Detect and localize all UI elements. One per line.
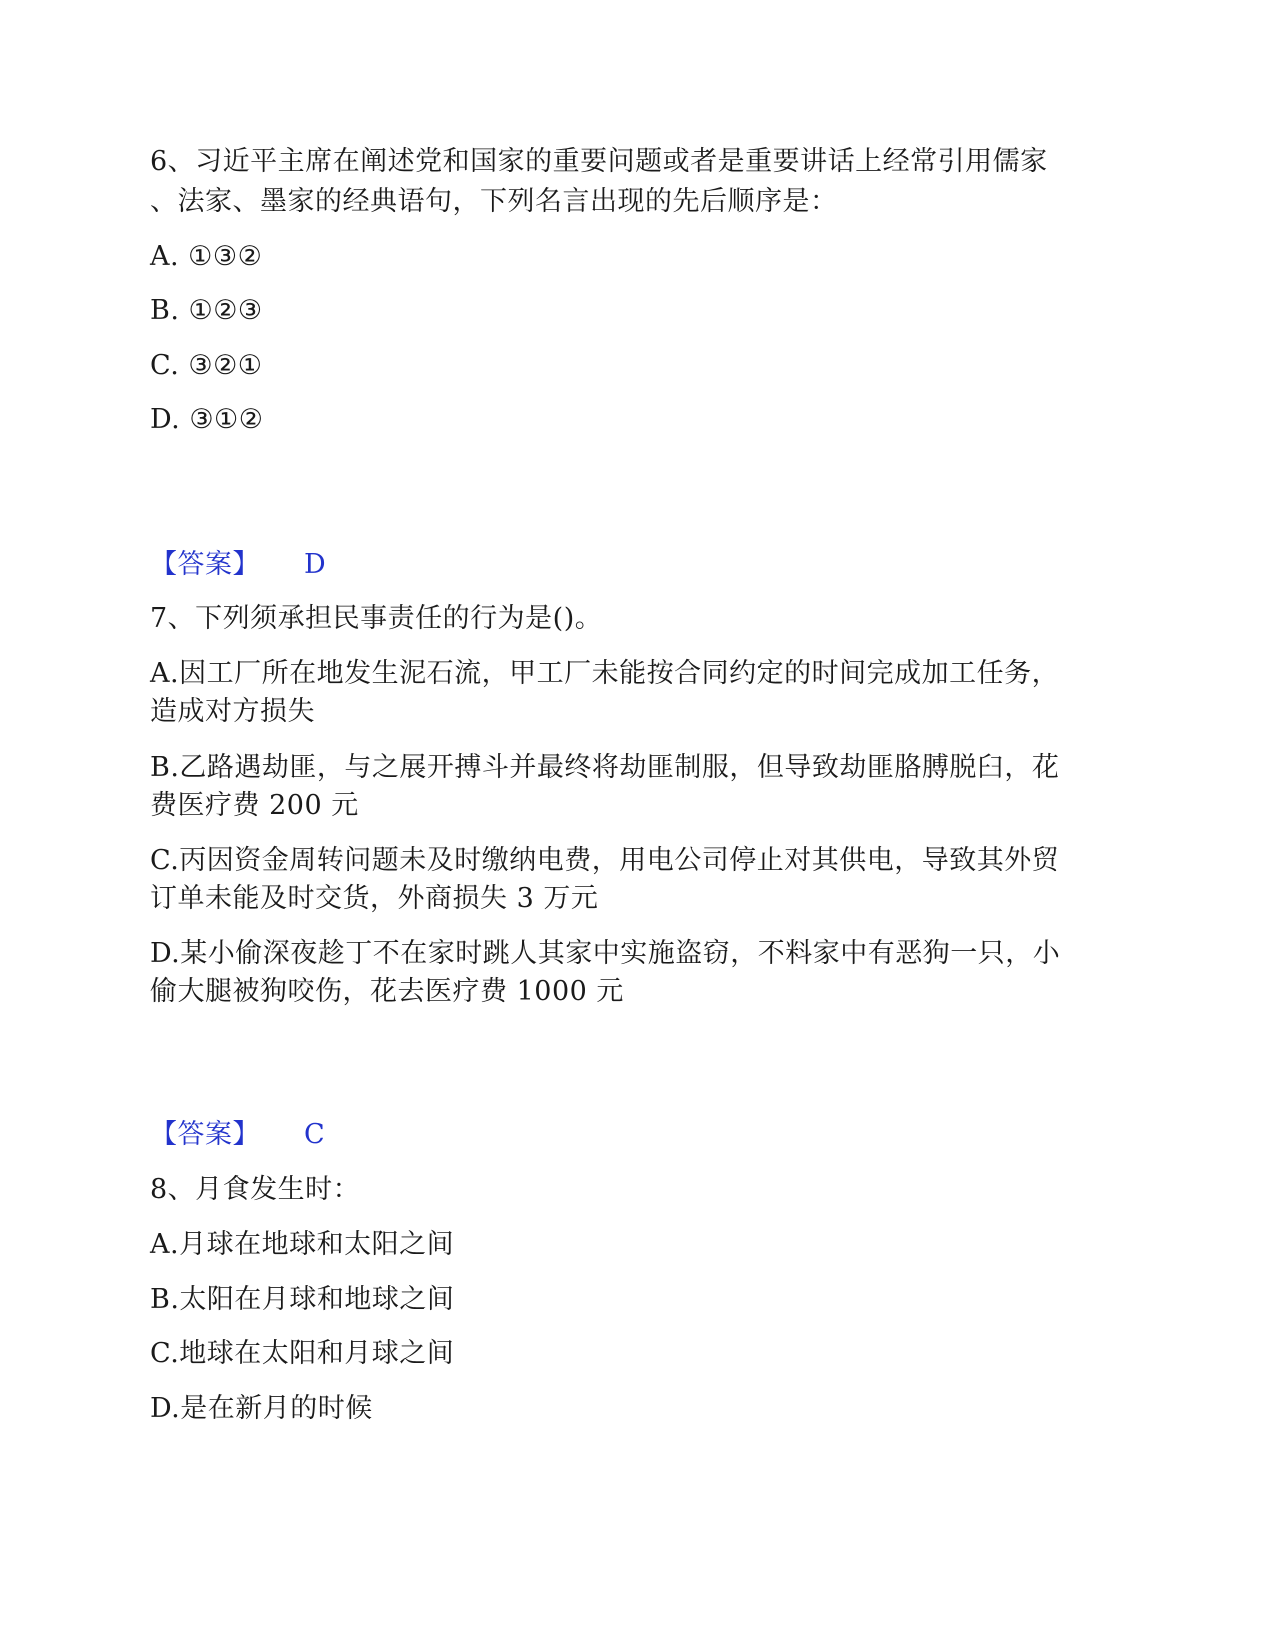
q6-option-b: B. ①②③	[150, 295, 263, 326]
q6-option-d: D. ③①②	[150, 404, 264, 435]
q8-option-a: A.月球在地球和太阳之间	[150, 1229, 455, 1260]
q6-stem-line2: 、法家、墨家的经典语句，下列名言出现的先后顺序是：	[150, 186, 838, 217]
q7-stem: 7、下列须承担民事责任的行为是()。	[150, 603, 603, 634]
q8-option-b: B.太阳在月球和地球之间	[150, 1284, 455, 1315]
q8-option-d: D.是在新月的时候	[150, 1393, 373, 1424]
q6-option-c: C. ③②①	[150, 350, 263, 381]
q7-option-a-line2: 造成对方损失	[150, 696, 315, 727]
q6-answer-tag: 【答案】	[150, 549, 260, 580]
q6-stem-line1: 6、习近平主席在阐述党和国家的重要问题或者是重要讲话上经常引用儒家	[150, 146, 1048, 177]
q8-stem: 8、月食发生时：	[150, 1174, 361, 1205]
q8-option-c: C.地球在太阳和月球之间	[150, 1338, 455, 1369]
q7-answer-tag: 【答案】	[150, 1119, 260, 1150]
q7-option-b-line1: B.乙路遇劫匪，与之展开搏斗并最终将劫匪制服，但导致劫匪胳膊脱臼，花	[150, 752, 1060, 783]
q7-option-a-line1: A.因工厂所在地发生泥石流，甲工厂未能按合同约定的时间完成加工任务，	[150, 658, 1060, 689]
q7-answer-value: C	[304, 1119, 326, 1150]
q7-option-d-line1: D.某小偷深夜趁丁不在家时跳人其家中实施盗窃，不料家中有恶狗一只，小	[150, 938, 1061, 969]
q6-answer-value: D	[304, 549, 327, 580]
q7-option-c-line1: C.丙因资金周转问题未及时缴纳电费，用电公司停止对其供电，导致其外贸	[150, 845, 1060, 876]
q7-option-d-line2: 偷大腿被狗咬伤，花去医疗费 1000 元	[150, 976, 624, 1007]
q6-answer-row	[150, 545, 326, 585]
q7-answer-row	[150, 1115, 325, 1155]
q7-option-c-line2: 订单未能及时交货，外商损失 3 万元	[150, 883, 599, 914]
q7-option-b-line2: 费医疗费 200 元	[150, 790, 359, 821]
q6-option-a: A. ①③②	[150, 241, 263, 272]
